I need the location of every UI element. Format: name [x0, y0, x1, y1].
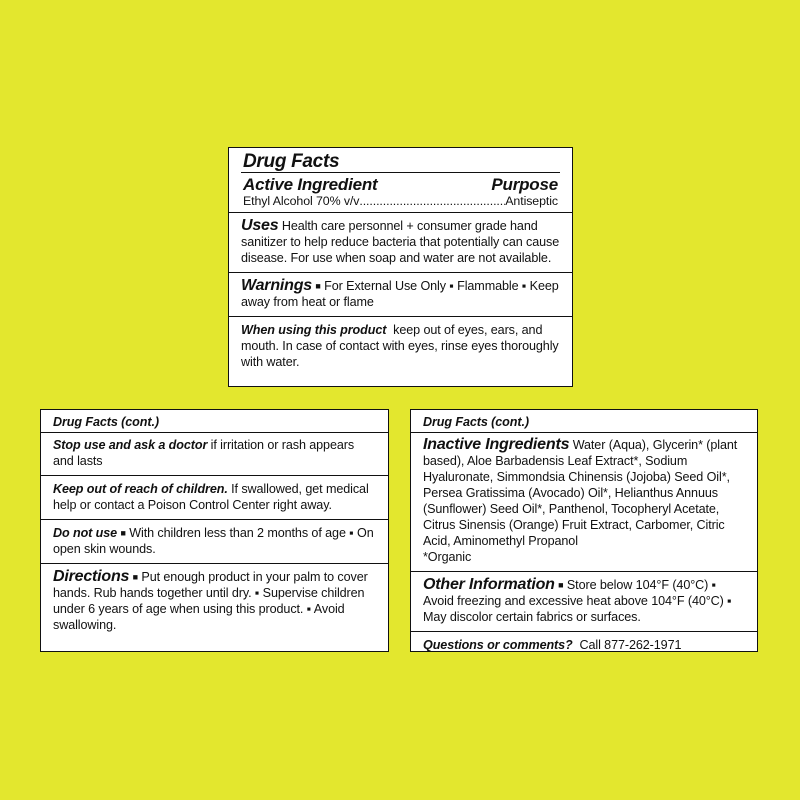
leader-dots	[359, 193, 505, 209]
uses-text: Health care personnel + consumer grade hand sanitizer to help reduce bacteria that potentially can cause disease. For use when soap and water are not available.	[241, 219, 560, 265]
ingredient-name: Ethyl Alcohol 70% v/v	[243, 194, 360, 208]
drug-facts-cont-right-panel	[410, 409, 758, 652]
inactive-ingredients-section	[423, 437, 745, 549]
do-not-use-heading: Do not use	[53, 526, 118, 540]
drug-facts-main-panel	[228, 147, 573, 387]
bullet-square-icon: ■	[558, 580, 564, 590]
active-ingredient-row	[229, 193, 572, 212]
when-using-section	[241, 322, 560, 370]
inactive-ingredients-heading: Inactive Ingredients	[423, 436, 570, 453]
keep-out-text: If swallowed, get medical help or contact a Poison Control Center right away.	[53, 482, 369, 512]
inactive-ingredients-text: Water (Aqua), Glycerin* (plant based), Aloe Barbadensis Leaf Extract*, Sodium Hyaluronate, Simmondsia Chinensis (Jojoba) Seed Oil*, Persea Gratissima (Avocado) Oil*, Helianthus Annuus (Sunflower) Seed Oil*, Panthenol, Tocopheryl Acetate, Citrus Sinensis (Orange) Fruit Extract, Carbomer, Citric Acid, Aminomethyl Propanol	[423, 438, 738, 548]
drug-facts-cont-left-panel	[40, 409, 389, 652]
warnings-text: For External Use Only ▪ Flammable ▪ Keep away from heat or flame	[241, 279, 559, 309]
questions-heading: Questions or comments?	[423, 638, 573, 652]
active-ingredient-heading: Active Ingredient	[243, 175, 378, 194]
bullet-square-icon: ■	[315, 281, 321, 291]
uses-section	[241, 218, 560, 266]
directions-text: Put enough product in your palm to cover hands. Rub hands together until dry. ▪ Supervise children under 6 years of age when using this product. ▪ Avoid swallowing.	[53, 570, 368, 632]
questions-section	[423, 637, 745, 653]
bullet-square-icon: ■	[120, 528, 126, 538]
uses-heading: Uses	[241, 217, 279, 234]
stop-use-heading: Stop use and ask a doctor	[53, 438, 208, 452]
when-using-text: keep out of eyes, ears, and mouth. In case of contact with eyes, rinse eyes thoroughly with water.	[241, 323, 559, 369]
other-information-section	[423, 577, 745, 625]
drug-facts-title: Drug Facts	[243, 151, 340, 172]
drug-facts-cont-title: Drug Facts (cont.)	[423, 415, 529, 429]
do-not-use-text: With children less than 2 months of age ▪ On open skin wounds.	[53, 526, 374, 556]
organic-note: *Organic	[423, 550, 472, 564]
purpose-heading: Purpose	[491, 175, 558, 194]
bullet-square-icon: ■	[132, 572, 138, 582]
stop-use-section	[53, 437, 376, 469]
warnings-heading: Warnings	[241, 277, 313, 294]
other-information-heading: Other Information	[423, 576, 555, 593]
other-information-text: Store below 104°F (40°C) ▪ Avoid freezing and excessive heat above 104°F (40°C) ▪ May discolor certain fabrics or surfaces.	[423, 578, 732, 624]
when-using-heading: When using this product	[241, 323, 387, 337]
drug-facts-cont-title: Drug Facts (cont.)	[53, 415, 159, 429]
keep-out-heading: Keep out of reach of children.	[53, 482, 228, 496]
questions-text: Call 877-262-1971	[579, 638, 682, 652]
keep-out-section	[53, 481, 376, 513]
warnings-section	[241, 278, 560, 310]
directions-section	[53, 569, 376, 633]
ingredient-purpose: Antiseptic	[505, 194, 558, 208]
stop-use-text: if irritation or rash appears and lasts	[53, 438, 355, 468]
do-not-use-section	[53, 525, 376, 557]
directions-heading: Directions	[53, 568, 130, 585]
